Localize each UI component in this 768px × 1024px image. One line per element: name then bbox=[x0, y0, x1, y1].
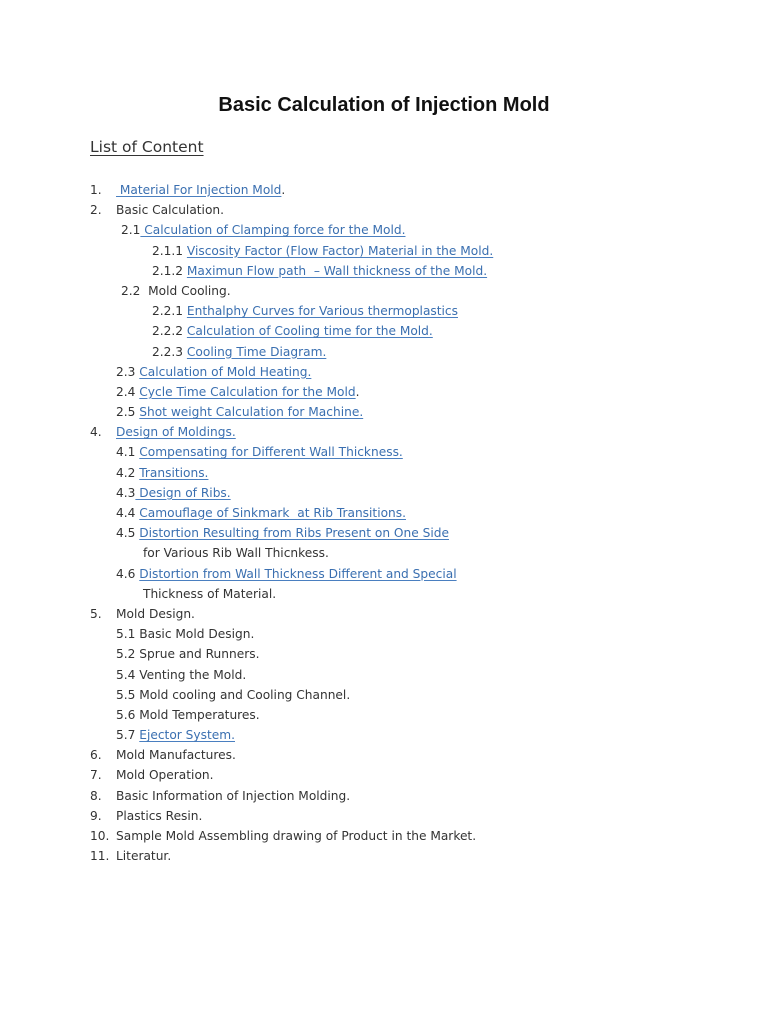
toc-item-number: 2. bbox=[90, 203, 102, 218]
toc-item-link[interactable]: Compensating for Different Wall Thickness. bbox=[139, 445, 403, 460]
toc-item-link[interactable]: Design of Ribs. bbox=[135, 485, 231, 500]
toc-item bbox=[0, 523, 768, 543]
toc-item bbox=[0, 301, 768, 321]
toc-item bbox=[0, 604, 768, 624]
toc-item bbox=[0, 765, 768, 785]
toc-item-body bbox=[116, 705, 260, 725]
toc-item bbox=[0, 685, 768, 705]
toc-item bbox=[0, 422, 768, 442]
toc-item bbox=[0, 362, 768, 382]
toc-item bbox=[0, 543, 768, 563]
toc-item bbox=[0, 483, 768, 503]
toc-item-body bbox=[152, 342, 326, 362]
toc-item-number: 4. bbox=[90, 425, 102, 440]
toc-item-text: 5.4 Venting the Mold. bbox=[116, 667, 247, 682]
toc-item-body bbox=[116, 564, 457, 584]
toc-item-link[interactable]: Distortion from Wall Thickness Different and Special bbox=[139, 566, 457, 581]
toc-item-text: Thickness of Material. bbox=[143, 586, 277, 601]
toc-item-suffix: . bbox=[281, 183, 286, 197]
toc-item-prefix: 2.3 bbox=[116, 364, 140, 379]
toc-item-text: 5.2 Sprue and Runners. bbox=[116, 647, 260, 662]
document-title: Basic Calculation of Injection Mold bbox=[218, 94, 550, 116]
toc-item-number: 8. bbox=[90, 788, 102, 803]
toc-item-body bbox=[116, 382, 360, 402]
toc-item-body bbox=[116, 806, 202, 826]
toc-item-link[interactable]: Cooling Time Diagram. bbox=[186, 344, 327, 359]
toc-item-prefix: 4.2 bbox=[116, 465, 140, 480]
toc-item-body bbox=[116, 463, 208, 483]
toc-item-text: 5.1 Basic Mold Design. bbox=[116, 627, 255, 642]
toc-item-prefix: 5.7 bbox=[116, 728, 140, 743]
toc-item-body bbox=[116, 523, 449, 543]
toc-item-prefix: 2.1 bbox=[121, 223, 141, 238]
toc-item-prefix: 4.6 bbox=[116, 566, 140, 581]
toc-item-prefix: 4.5 bbox=[116, 526, 140, 541]
toc-item-text: Mold Design. bbox=[116, 606, 195, 621]
toc-item-body bbox=[116, 402, 363, 422]
toc-item-body bbox=[116, 362, 311, 382]
toc-item bbox=[0, 261, 768, 281]
toc-item-body bbox=[116, 200, 224, 220]
toc-item-link[interactable]: Material For Injection Mold bbox=[116, 183, 282, 197]
toc-item-body bbox=[116, 624, 254, 644]
toc-item-text: Plastics Resin. bbox=[116, 808, 203, 823]
toc-item bbox=[0, 564, 768, 584]
toc-item bbox=[0, 644, 768, 664]
toc-item-number: 11. bbox=[90, 849, 110, 864]
toc-item-number: 1. bbox=[90, 183, 102, 197]
toc-item-text: Sample Mold Assembling drawing of Product in the Market. bbox=[116, 829, 477, 843]
toc-item-prefix: 4.4 bbox=[116, 506, 140, 520]
toc-item bbox=[0, 220, 768, 240]
toc-item bbox=[0, 503, 768, 523]
toc-item-body bbox=[116, 765, 214, 785]
toc-item-link[interactable]: Transitions. bbox=[139, 465, 209, 480]
toc-item-prefix: 4.1 bbox=[116, 445, 140, 460]
toc-item-link[interactable]: Enthalphy Curves for Various thermoplastics bbox=[186, 304, 458, 319]
toc-item-text: 5.5 Mold cooling and Cooling Channel. bbox=[116, 687, 351, 702]
toc-item-text: 2.2 Mold Cooling. bbox=[121, 283, 231, 298]
toc-item-body bbox=[121, 281, 231, 301]
toc-item-prefix: 2.2.3 bbox=[152, 344, 187, 359]
toc-item-link[interactable]: Cycle Time Calculation for the Mold bbox=[139, 384, 356, 399]
toc-heading: List of Content bbox=[90, 138, 204, 156]
toc-item-text: Basic Information of Injection Molding. bbox=[116, 788, 351, 803]
toc-item-number: 10. bbox=[90, 829, 110, 843]
toc-item-link[interactable]: Shot weight Calculation for Machine. bbox=[139, 405, 364, 420]
toc-item-body bbox=[116, 725, 235, 745]
toc-item-link[interactable]: Maximun Flow path – Wall thickness of the Mold. bbox=[186, 263, 488, 278]
toc-item-link[interactable]: Design of Moldings. bbox=[116, 425, 236, 440]
toc-item bbox=[0, 745, 768, 765]
toc-item bbox=[0, 241, 768, 261]
toc-item bbox=[0, 342, 768, 362]
toc-item-text: Basic Calculation. bbox=[116, 203, 225, 218]
toc-item-body bbox=[143, 584, 276, 604]
toc-item-text: for Various Rib Wall Thicnkess. bbox=[143, 546, 329, 561]
toc-item-text: 5.6 Mold Temperatures. bbox=[116, 707, 260, 722]
toc-item-number: 5. bbox=[90, 606, 102, 621]
toc-item bbox=[0, 826, 768, 846]
toc-item-link[interactable]: Ejector System. bbox=[139, 728, 235, 743]
toc-item-body bbox=[116, 745, 236, 765]
toc-item-body bbox=[121, 220, 405, 240]
toc-item bbox=[0, 180, 768, 200]
toc-item-body bbox=[152, 241, 493, 261]
toc-item bbox=[0, 584, 768, 604]
toc-item bbox=[0, 806, 768, 826]
toc-item-body bbox=[116, 483, 231, 503]
toc-item-prefix: 2.2.2 bbox=[152, 324, 187, 339]
toc-item-number: 7. bbox=[90, 768, 102, 783]
toc-item bbox=[0, 705, 768, 725]
toc-item bbox=[0, 624, 768, 644]
toc-item-body bbox=[116, 180, 285, 200]
toc-item-body bbox=[116, 846, 171, 866]
toc-item bbox=[0, 463, 768, 483]
toc-item-suffix: . bbox=[355, 384, 360, 399]
toc-item bbox=[0, 321, 768, 341]
toc-item-prefix: 2.2.1 bbox=[152, 304, 187, 319]
toc-item-prefix: 4.3 bbox=[116, 485, 136, 500]
toc-item-body bbox=[116, 665, 246, 685]
toc-item-prefix: 2.1.1 bbox=[152, 243, 187, 258]
toc-item bbox=[0, 281, 768, 301]
table-of-contents bbox=[0, 180, 768, 866]
toc-item-body bbox=[143, 543, 329, 563]
toc-item-body bbox=[116, 604, 195, 624]
toc-item-link[interactable]: Viscosity Factor (Flow Factor) Material in the Mold. bbox=[186, 243, 494, 258]
toc-item-body bbox=[116, 442, 403, 462]
toc-item-text: Mold Operation. bbox=[116, 768, 214, 783]
toc-item bbox=[0, 382, 768, 402]
toc-item-link[interactable]: Distortion Resulting from Ribs Present on One Side bbox=[139, 526, 449, 541]
toc-item-body bbox=[116, 503, 406, 523]
toc-item-body bbox=[116, 685, 350, 705]
toc-item-prefix: 2.4 bbox=[116, 384, 140, 399]
toc-item-number: 9. bbox=[90, 808, 102, 823]
toc-item-body bbox=[152, 321, 433, 341]
toc-item-body bbox=[116, 786, 350, 806]
toc-item-body bbox=[116, 422, 236, 442]
toc-item bbox=[0, 442, 768, 462]
toc-item-text: Mold Manufactures. bbox=[116, 748, 236, 763]
toc-item bbox=[0, 846, 768, 866]
toc-item-text: Literatur. bbox=[116, 849, 172, 864]
toc-item-link[interactable]: Camouflage of Sinkmark at Rib Transitions. bbox=[139, 506, 406, 520]
toc-item bbox=[0, 786, 768, 806]
toc-item-prefix: 2.5 bbox=[116, 405, 140, 420]
toc-item-body bbox=[116, 826, 476, 846]
toc-item-link[interactable]: Calculation of Cooling time for the Mold. bbox=[186, 324, 433, 339]
toc-item-number: 6. bbox=[90, 748, 102, 763]
toc-item bbox=[0, 725, 768, 745]
toc-item-body bbox=[152, 261, 487, 281]
toc-item-prefix: 2.1.2 bbox=[152, 263, 187, 278]
toc-item bbox=[0, 402, 768, 422]
toc-item bbox=[0, 200, 768, 220]
toc-item-link[interactable]: Calculation of Clamping force for the Mold. bbox=[140, 223, 406, 238]
toc-item-body bbox=[152, 301, 458, 321]
toc-item bbox=[0, 665, 768, 685]
toc-item-body bbox=[116, 644, 259, 664]
toc-item-link[interactable]: Calculation of Mold Heating. bbox=[139, 364, 312, 379]
